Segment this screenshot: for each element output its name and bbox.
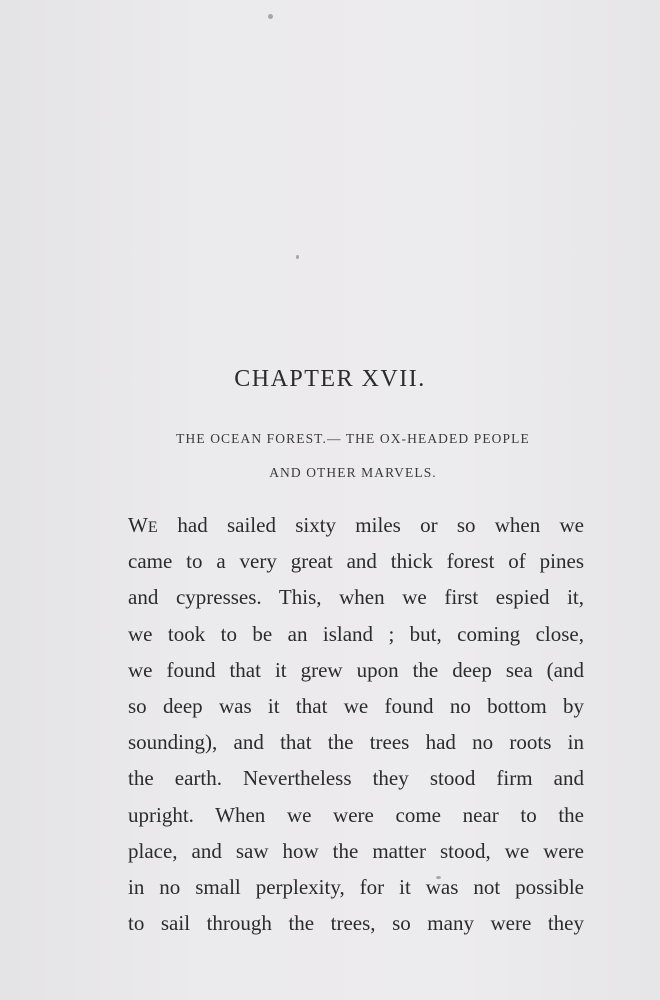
chapter-subtitle-line-2: AND OTHER MARVELS. <box>269 465 437 480</box>
text-line <box>128 507 584 543</box>
text-line: upright. When we were come near to the <box>128 802 584 827</box>
text-line: we took to be an island ; but, coming close, <box>128 621 584 646</box>
text-line: place, and saw how the matter stood, we were <box>128 838 584 863</box>
text-line: and cypresses. This, when we first espied it, <box>128 585 584 610</box>
page-speck <box>268 14 273 19</box>
text-line: to sail through the trees, so many were they <box>128 911 584 936</box>
chapter-heading: CHAPTER XVII. <box>234 366 426 392</box>
first-word-smallcap: E <box>147 519 159 536</box>
text-line-content: had sailed sixty miles or so when we <box>158 513 584 537</box>
body-paragraph <box>128 507 584 941</box>
first-word-initial: W <box>128 513 148 537</box>
page-speck <box>296 255 299 259</box>
text-line: the earth. Nevertheless they stood firm and <box>128 766 584 791</box>
text-line: in no small perplexity, for it was not possible <box>128 874 584 899</box>
text-line: so deep was it that we found no bottom by <box>128 693 584 718</box>
text-line: came to a very great and thick forest of pines <box>128 549 584 574</box>
text-line: we found that it grew upon the deep sea (and <box>128 657 584 682</box>
chapter-subtitle-line-1: THE OCEAN FOREST.— THE OX-HEADED PEOPLE <box>176 431 530 446</box>
text-line: sounding), and that the trees had no roots in <box>128 730 584 755</box>
